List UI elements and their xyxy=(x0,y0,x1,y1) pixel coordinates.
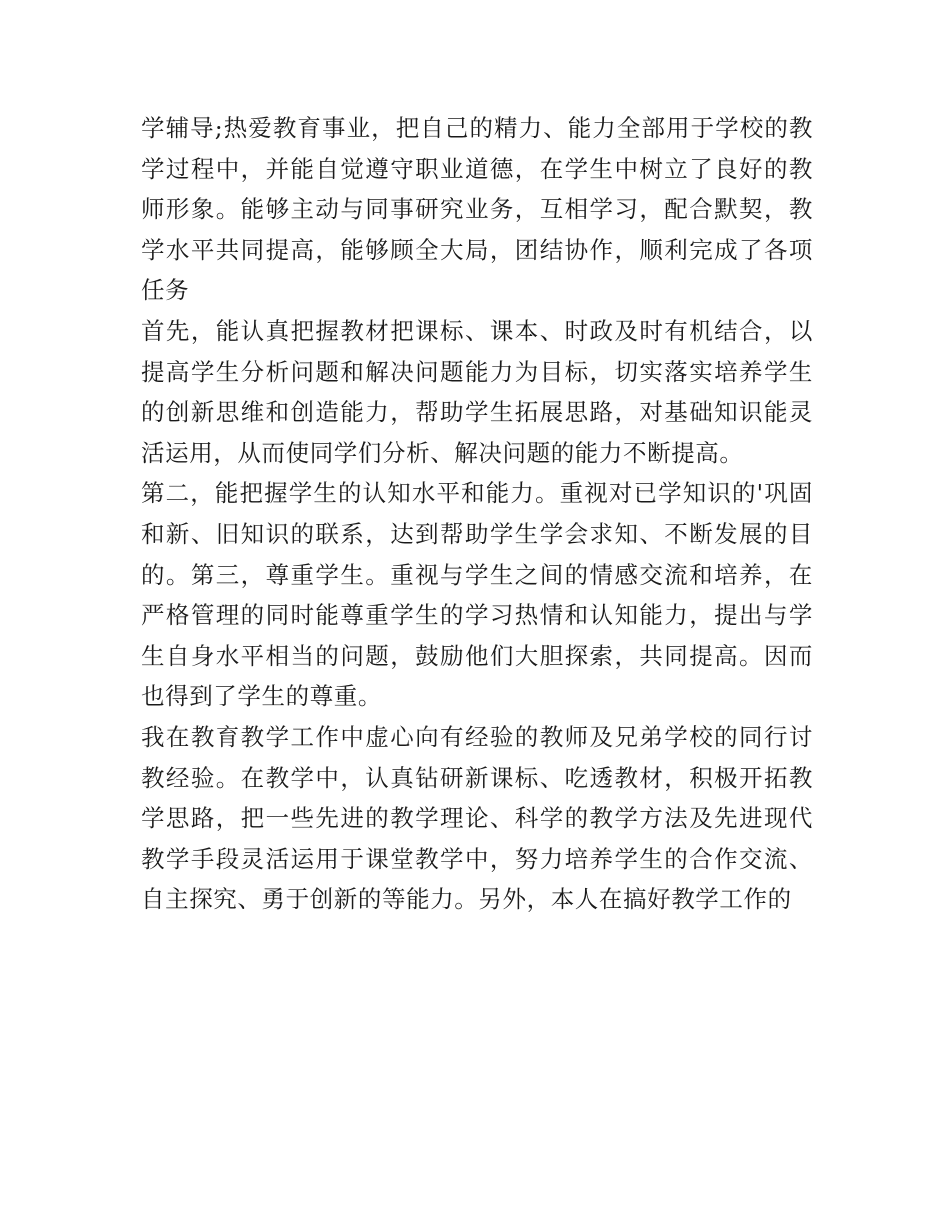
document-body xyxy=(141,108,813,920)
paragraph-4: 我在教育教学工作中虚心向有经验的教师及兄弟学校的同行讨教经验。在教学中，认真钻研新课标、吃透教材，积极开拓教学思路，把一些先进的教学理论、科学的教学方法及先进现代教学手段灵活运用于课堂教学中，努力培养学生的合作交流、自主探究、勇于创新的等能力。另外，本人在搞好教学工作的 xyxy=(141,722,813,914)
paragraph-2: 首先，能认真把握教材把课标、课本、时政及时有机结合，以提高学生分析问题和解决问题能力为目标，切实落实培养学生的创新思维和创造能力，帮助学生拓展思路，对基础知识能灵活运用，从而使同学们分析、解决问题的能力不断提高。 xyxy=(141,316,813,467)
paragraph-1: 学辅导;热爱教育事业，把自己的精力、能力全部用于学校的教学过程中，并能自觉遵守职业道德，在学生中树立了良好的教师形象。能够主动与同事研究业务，互相学习，配合默契，教学水平共同提高，能够顾全大局，团结协作，顺利完成了各项任务 xyxy=(141,114,813,305)
paragraph-3: 第二，能把握学生的认知水平和能力。重视对已学知识的'巩固和新、旧知识的联系，达到帮助学生学会求知、不断发展的目的。第三，尊重学生。重视与学生之间的情感交流和培养，在严格管理的同时能尊重学生的学习热情和认知能力，提出与学生自身水平相当的问题，鼓励他们大胆探索，共同提高。因而也得到了学生的尊重。 xyxy=(141,479,813,711)
